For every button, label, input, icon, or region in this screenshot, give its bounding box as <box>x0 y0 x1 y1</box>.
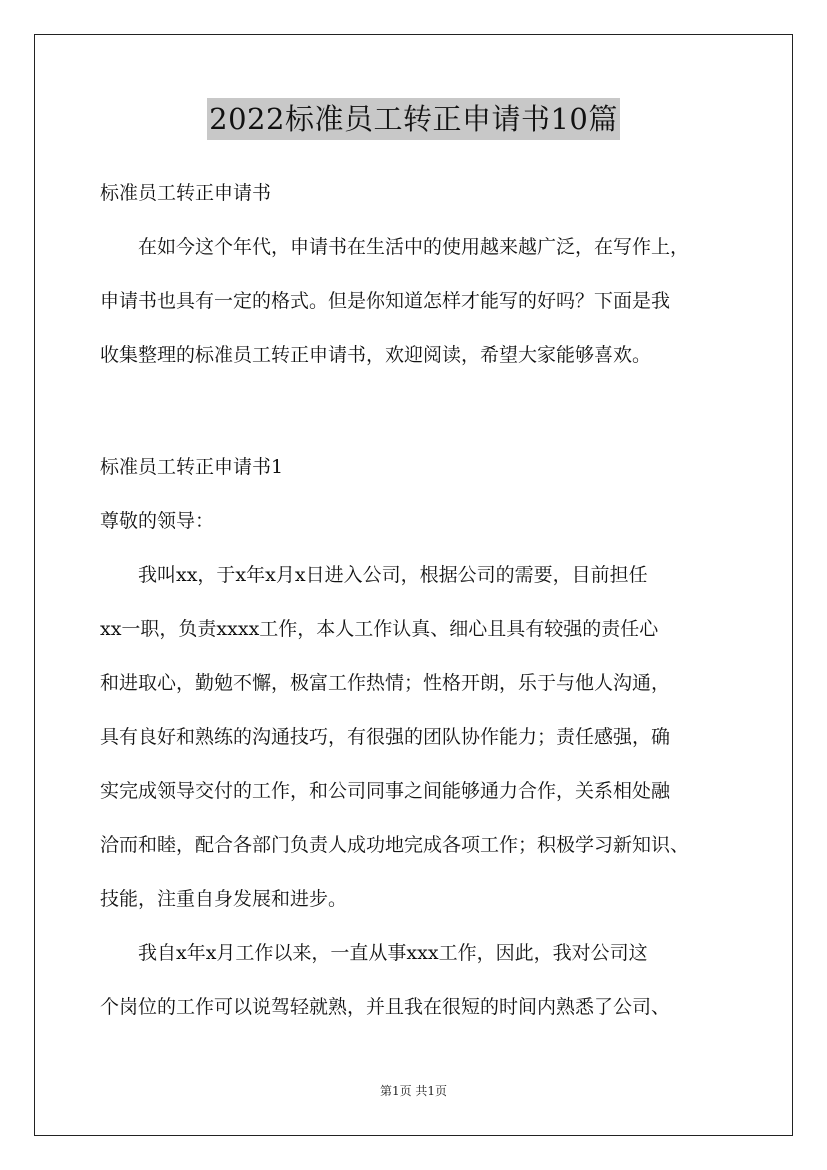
salutation: 尊敬的领导： <box>100 510 215 532</box>
spacer <box>100 647 740 665</box>
paragraph-line: xx一职，负责xxxx工作，本人工作认真、细心且具有较强的责任心 <box>100 618 659 640</box>
document-body <box>100 175 740 1025</box>
title-container <box>0 98 827 140</box>
spacer <box>100 917 740 935</box>
spacer <box>100 809 740 827</box>
spacer <box>100 971 740 989</box>
spacer <box>100 265 740 283</box>
paragraph-line: 实完成领导交付的工作，和公司同事之间能够通力合作，关系相处融 <box>100 780 671 802</box>
spacer <box>100 593 740 611</box>
spacer <box>100 701 740 719</box>
paragraph-line: 洽而和睦，配合各部门负责人成功地完成各项工作；积极学习新知识、 <box>100 834 690 856</box>
spacer <box>100 539 740 557</box>
section-heading: 标准员工转正申请书 <box>100 182 272 204</box>
paragraph-line: 收集整理的标准员工转正申请书，欢迎阅读，希望大家能够喜欢。 <box>100 344 652 366</box>
spacer <box>100 863 740 881</box>
paragraph-line: 和进取心，勤勉不懈，极富工作热情；性格开朗，乐于与他人沟通， <box>100 672 671 694</box>
paragraph-line: 在如今这个年代，申请书在生活中的使用越来越广泛，在写作上， <box>100 236 690 258</box>
page-footer: 第1页 共1页 <box>379 1084 448 1098</box>
paragraph-line: 具有良好和熟练的沟通技巧，有很强的团队协作能力；责任感强，确 <box>100 726 671 748</box>
spacer <box>100 211 740 229</box>
spacer <box>100 755 740 773</box>
spacer <box>100 485 740 503</box>
spacer <box>100 373 740 449</box>
paragraph-line: 技能，注重自身发展和进步。 <box>100 888 348 910</box>
document-title: 2022标准员工转正申请书10篇 <box>207 98 620 140</box>
spacer <box>100 319 740 337</box>
section-heading: 标准员工转正申请书1 <box>100 456 284 478</box>
paragraph-line: 申请书也具有一定的格式。但是你知道怎样才能写的好吗？下面是我 <box>100 290 671 312</box>
paragraph-line: 个岗位的工作可以说驾轻就熟，并且我在很短的时间内熟悉了公司、 <box>100 996 671 1018</box>
paragraph-line: 我叫xx，于x年x月x日进入公司，根据公司的需要，目前担任 <box>100 564 648 586</box>
paragraph-line: 我自x年x月工作以来，一直从事xxx工作，因此，我对公司这 <box>100 942 648 964</box>
